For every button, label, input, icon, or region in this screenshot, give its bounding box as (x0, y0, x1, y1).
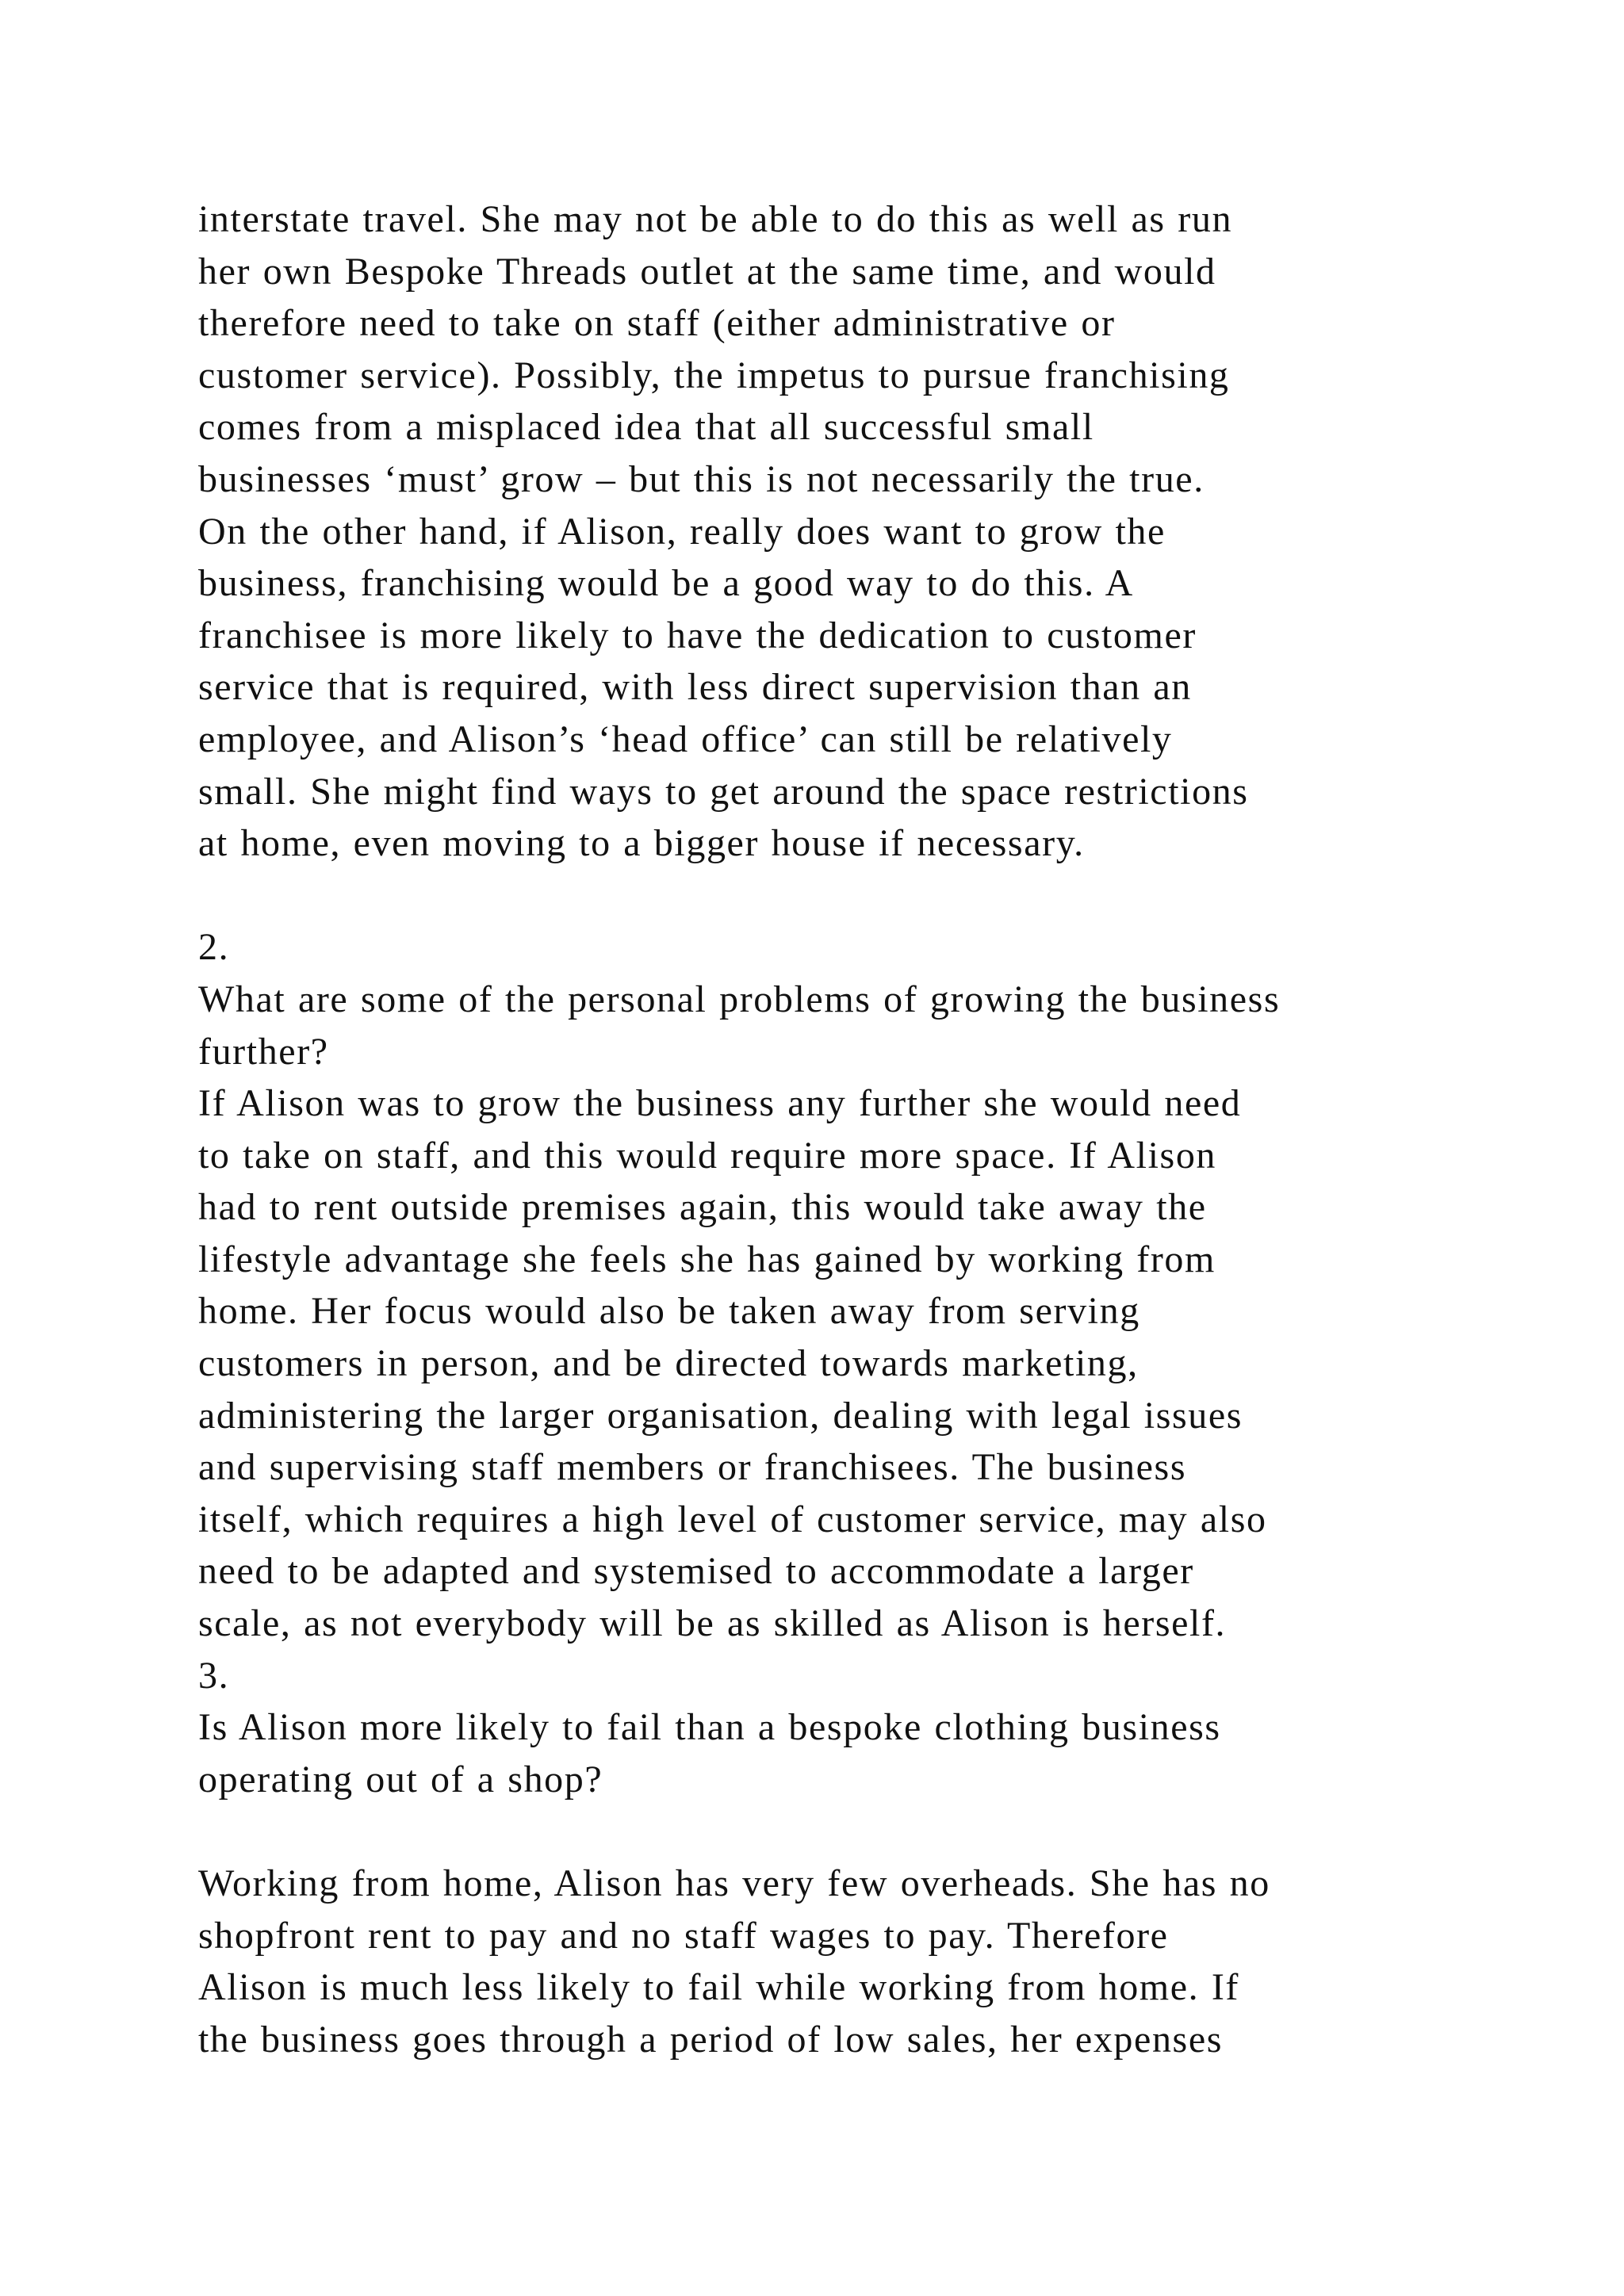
text-line: comes from a misplaced idea that all successful small (198, 406, 1094, 449)
text-line: On the other hand, if Alison, really does want to grow the (198, 510, 1166, 553)
text-line: scale, as not everybody will be as skilled as Alison is herself. (198, 1602, 1227, 1645)
question-line: What are some of the personal problems of growing the business (198, 978, 1281, 1020)
text-line: administering the larger organisation, dealing with legal issues (198, 1394, 1243, 1437)
text-line: lifestyle advantage she feels she has gained by working from (198, 1238, 1216, 1280)
text-line: the business goes through a period of low sales, her expenses (198, 2018, 1224, 2061)
paragraph-continued-answer (198, 193, 1507, 870)
text-line: interstate travel. She may not be able to do this as well as run (198, 198, 1233, 240)
text-line: business, franchising would be a good way to do this. A (198, 562, 1134, 605)
text-line: service that is required, with less direct supervision than an (198, 666, 1192, 709)
text-line: home. Her focus would also be taken away from serving (198, 1290, 1140, 1333)
text-line: Alison is much less likely to fail while working from home. If (198, 1966, 1240, 2009)
text-line: Working from home, Alison has very few overheads. She has no (198, 1862, 1270, 1904)
text-line: franchisee is more likely to have the dedication to customer (198, 614, 1197, 656)
text-line: If Alison was to grow the business any further she would need (198, 1082, 1242, 1125)
text-line: employee, and Alison’s ‘head office’ can still be relatively (198, 718, 1173, 760)
text-line: customers in person, and be directed towards marketing, (198, 1342, 1139, 1385)
answer-2 (198, 1077, 1507, 1650)
question-number-3: 3. (198, 1654, 230, 1697)
text-line: shopfront rent to pay and no staff wages to pay. Therefore (198, 1914, 1169, 1957)
question-line: Is Alison more likely to fail than a bespoke clothing business (198, 1706, 1221, 1749)
answer-3 (198, 1858, 1507, 2065)
text-line: at home, even moving to a bigger house if necessary. (198, 822, 1085, 865)
blank-line (198, 1805, 1507, 1858)
question-number-2: 2. (198, 926, 230, 969)
text-line: therefore need to take on staff (either administrative or (198, 302, 1116, 345)
text-line: her own Bespoke Threads outlet at the same time, and would (198, 250, 1216, 293)
text-line: to take on staff, and this would require more space. If Alison (198, 1134, 1217, 1177)
document-text (198, 193, 1507, 2065)
text-line: and supervising staff members or franchisees. The business (198, 1446, 1187, 1489)
text-line: had to rent outside premises again, this would take away the (198, 1186, 1207, 1229)
text-line: need to be adapted and systemised to accommodate a larger (198, 1550, 1194, 1593)
text-line: businesses ‘must’ grow – but this is not necessarily the true. (198, 457, 1205, 500)
blank-line (198, 870, 1507, 922)
question-3 (198, 1701, 1507, 1805)
question-line: operating out of a shop? (198, 1758, 603, 1800)
question-line: further? (198, 1030, 329, 1073)
text-line: itself, which requires a high level of customer service, may also (198, 1498, 1267, 1540)
question-2 (198, 974, 1507, 1077)
text-line: customer service). Possibly, the impetus to pursue franchising (198, 354, 1230, 396)
text-line: small. She might find ways to get around the space restrictions (198, 770, 1249, 813)
